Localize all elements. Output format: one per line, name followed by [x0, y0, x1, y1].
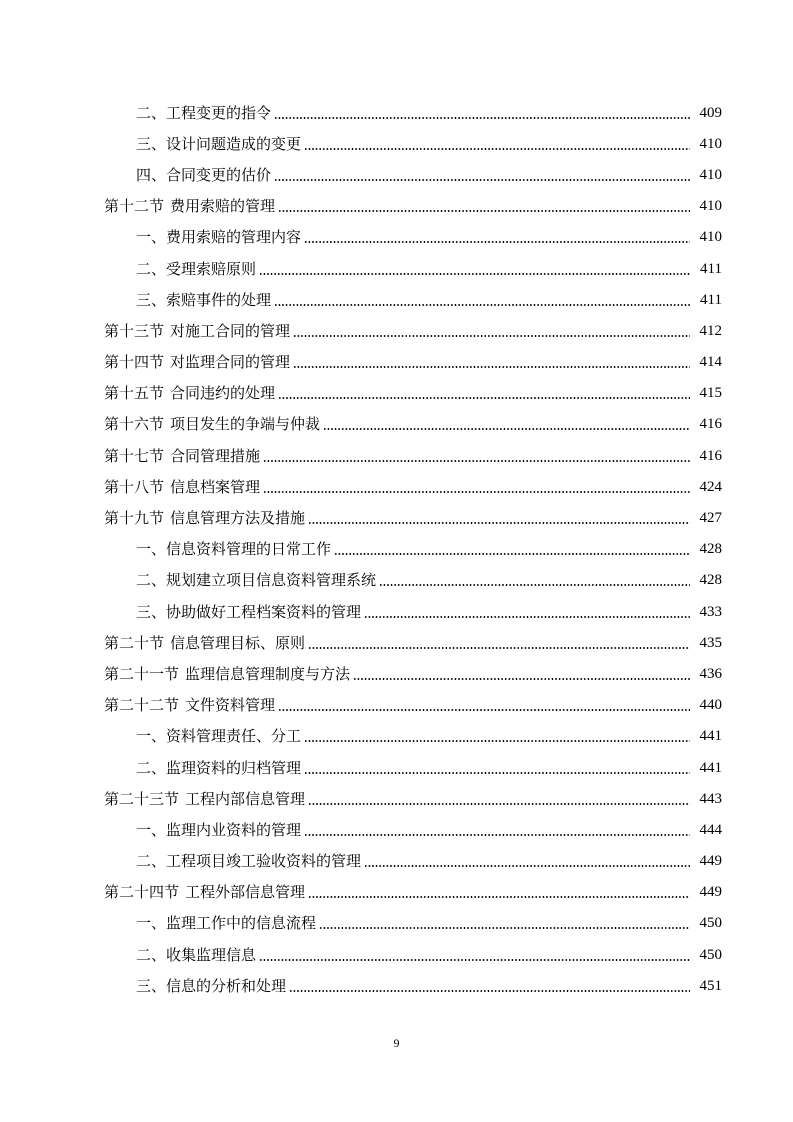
toc-entry-title	[104, 789, 305, 809]
toc-entry[interactable]	[0, 690, 793, 721]
toc-page-number: 427	[699, 510, 722, 527]
toc-page-number: 436	[699, 665, 722, 682]
toc-title-text: 二、工程变更的指令	[136, 103, 272, 122]
toc-title-text: 三、设计问题造成的变更	[136, 134, 302, 153]
toc-page-number: 409	[699, 104, 722, 121]
toc-entry[interactable]	[0, 378, 793, 409]
dot-leader	[278, 397, 690, 399]
toc-section-label: 第十六节	[104, 415, 165, 434]
toc-page-number: 444	[699, 821, 722, 838]
toc-page-number: 410	[699, 135, 722, 152]
toc-title-text: 项目发生的争端与仲裁	[170, 415, 321, 434]
dot-leader	[304, 834, 690, 836]
toc-title-text: 一、信息资料管理的日常工作	[136, 540, 332, 559]
toc-page-number: 450	[699, 915, 722, 932]
toc-entry-title	[104, 352, 290, 372]
toc-entry[interactable]	[0, 877, 793, 908]
toc-entry-title	[104, 508, 305, 528]
toc-title-text: 对施工合同的管理	[170, 321, 291, 340]
toc-entry-title	[104, 633, 305, 653]
table-of-contents	[0, 97, 793, 1001]
toc-page-number: 443	[699, 790, 722, 807]
toc-entry-title	[136, 227, 301, 247]
toc-entry-title	[104, 695, 275, 715]
toc-entry-title	[136, 851, 361, 871]
toc-entry-title	[136, 976, 286, 996]
toc-page-number: 449	[699, 853, 722, 870]
toc-entry-title	[104, 196, 275, 216]
toc-entry[interactable]	[0, 222, 793, 253]
toc-page-number: 441	[699, 759, 722, 776]
toc-page-number: 428	[699, 572, 722, 589]
dot-leader	[323, 428, 690, 430]
dot-leader	[263, 491, 690, 493]
toc-entry-title	[136, 103, 271, 123]
toc-entry-title	[104, 477, 260, 497]
toc-entry-title	[136, 602, 361, 622]
toc-page-number: 451	[699, 977, 722, 994]
dot-leader	[259, 959, 690, 961]
toc-section-label: 第二十节	[104, 633, 165, 652]
toc-entry[interactable]	[0, 315, 793, 346]
toc-title-text: 一、监理内业资料的管理	[136, 820, 302, 839]
toc-section-label: 第二十一节	[104, 664, 180, 683]
toc-section-label: 第十五节	[104, 384, 165, 403]
toc-section-label: 第二十二节	[104, 696, 180, 715]
toc-entry-title	[136, 570, 376, 590]
toc-title-text: 信息管理方法及措施	[170, 509, 306, 528]
toc-title-text: 工程内部信息管理	[185, 789, 306, 808]
toc-title-text: 对监理合同的管理	[170, 353, 291, 372]
toc-entry[interactable]	[0, 939, 793, 970]
toc-entry-title	[136, 165, 271, 185]
dot-leader	[274, 117, 690, 119]
dot-leader	[304, 740, 690, 742]
toc-entry-title	[104, 383, 275, 403]
toc-section-label: 第二十四节	[104, 883, 180, 902]
toc-page-number: 441	[699, 728, 722, 745]
dot-leader	[289, 990, 690, 992]
toc-entry[interactable]	[0, 440, 793, 471]
toc-entry-title	[136, 290, 271, 310]
toc-page-number: 414	[699, 354, 722, 371]
toc-page-number: 416	[699, 447, 722, 464]
toc-entry[interactable]	[0, 783, 793, 814]
toc-page-number: 411	[700, 291, 722, 308]
toc-page-number: 410	[699, 229, 722, 246]
page-number: 9	[393, 1036, 400, 1050]
toc-title-text: 文件资料管理	[185, 696, 276, 715]
toc-entry-title	[136, 913, 316, 933]
toc-entry[interactable]	[0, 970, 793, 1001]
toc-entry-title	[136, 726, 301, 746]
toc-entry[interactable]	[0, 409, 793, 440]
toc-entry[interactable]	[0, 347, 793, 378]
toc-entry[interactable]	[0, 596, 793, 627]
toc-page-number: 415	[699, 385, 722, 402]
toc-title-text: 二、受理索赔原则	[136, 259, 257, 278]
toc-title-text: 二、规划建立项目信息资料管理系统	[136, 571, 377, 590]
dot-leader	[278, 709, 690, 711]
toc-title-text: 合同管理措施	[170, 446, 261, 465]
toc-entry-title	[136, 945, 256, 965]
dot-leader	[308, 647, 690, 649]
toc-entry-title	[136, 259, 256, 279]
toc-page-number: 449	[699, 884, 722, 901]
toc-page-number: 412	[699, 322, 722, 339]
dot-leader	[353, 678, 690, 680]
toc-entry[interactable]	[0, 159, 793, 190]
toc-page-number: 440	[699, 697, 722, 714]
toc-page-number: 450	[699, 946, 722, 963]
toc-title-text: 监理信息管理制度与方法	[185, 664, 351, 683]
toc-page-number: 410	[699, 198, 722, 215]
dot-leader	[263, 460, 690, 462]
toc-title-text: 信息管理目标、原则	[170, 633, 306, 652]
toc-page-number: 435	[699, 634, 722, 651]
toc-title-text: 一、监理工作中的信息流程	[136, 914, 317, 933]
toc-title-text: 三、信息的分析和处理	[136, 976, 287, 995]
toc-title-text: 合同违约的处理	[170, 384, 276, 403]
toc-entry[interactable]	[0, 471, 793, 502]
toc-entry-title	[136, 539, 331, 559]
dot-leader	[364, 865, 690, 867]
toc-title-text: 工程外部信息管理	[185, 883, 306, 902]
toc-page-number: 424	[699, 478, 722, 495]
toc-title-text: 三、索赔事件的处理	[136, 290, 272, 309]
toc-section-label: 第十八节	[104, 477, 165, 496]
dot-leader	[278, 210, 690, 212]
toc-page-number: 416	[699, 416, 722, 433]
toc-entry[interactable]	[0, 721, 793, 752]
toc-section-label: 第十七节	[104, 446, 165, 465]
toc-title-text: 一、费用索赔的管理内容	[136, 228, 302, 247]
toc-entry[interactable]	[0, 752, 793, 783]
toc-title-text: 二、收集监理信息	[136, 945, 257, 964]
toc-section-label: 第十四节	[104, 353, 165, 372]
toc-title-text: 二、监理资料的归档管理	[136, 758, 302, 777]
toc-page-number: 433	[699, 603, 722, 620]
toc-entry-title	[104, 882, 305, 902]
toc-entry[interactable]	[0, 502, 793, 533]
toc-entry-title	[136, 758, 301, 778]
dot-leader	[304, 148, 690, 150]
toc-title-text: 三、协助做好工程档案资料的管理	[136, 602, 362, 621]
toc-title-text: 四、合同变更的估价	[136, 165, 272, 184]
toc-entry[interactable]	[0, 97, 793, 128]
toc-entry-title	[104, 664, 350, 684]
toc-entry[interactable]	[0, 284, 793, 315]
toc-entry[interactable]	[0, 814, 793, 845]
dot-leader	[259, 273, 690, 275]
dot-leader	[379, 584, 690, 586]
toc-page-number: 410	[699, 166, 722, 183]
dot-leader	[319, 927, 690, 929]
dot-leader	[308, 803, 690, 805]
toc-entry[interactable]	[0, 565, 793, 596]
dot-leader	[304, 772, 690, 774]
toc-entry-title	[104, 446, 260, 466]
toc-entry[interactable]	[0, 658, 793, 689]
toc-entry-title	[104, 321, 290, 341]
dot-leader	[274, 179, 690, 181]
dot-leader	[308, 896, 690, 898]
dot-leader	[293, 366, 690, 368]
toc-entry[interactable]	[0, 191, 793, 222]
toc-title-text: 一、资料管理责任、分工	[136, 727, 302, 746]
dot-leader	[308, 522, 690, 524]
toc-entry[interactable]	[0, 128, 793, 159]
toc-title-text: 费用索赔的管理	[170, 197, 276, 216]
toc-page-number: 428	[699, 541, 722, 558]
toc-entry-title	[136, 134, 301, 154]
dot-leader	[334, 553, 690, 555]
toc-section-label: 第二十三节	[104, 789, 180, 808]
toc-title-text: 二、工程项目竣工验收资料的管理	[136, 852, 362, 871]
toc-entry-title	[136, 820, 301, 840]
dot-leader	[364, 616, 690, 618]
toc-section-label: 第十二节	[104, 197, 165, 216]
toc-entry[interactable]	[0, 846, 793, 877]
toc-page-number: 411	[700, 260, 722, 277]
dot-leader	[274, 304, 690, 306]
toc-section-label: 第十三节	[104, 321, 165, 340]
toc-entry[interactable]	[0, 908, 793, 939]
toc-section-label: 第十九节	[104, 509, 165, 528]
toc-entry-title	[104, 414, 320, 434]
toc-entry[interactable]	[0, 627, 793, 658]
toc-title-text: 信息档案管理	[170, 477, 261, 496]
toc-entry[interactable]	[0, 253, 793, 284]
dot-leader	[304, 241, 690, 243]
dot-leader	[293, 335, 690, 337]
toc-entry[interactable]	[0, 534, 793, 565]
